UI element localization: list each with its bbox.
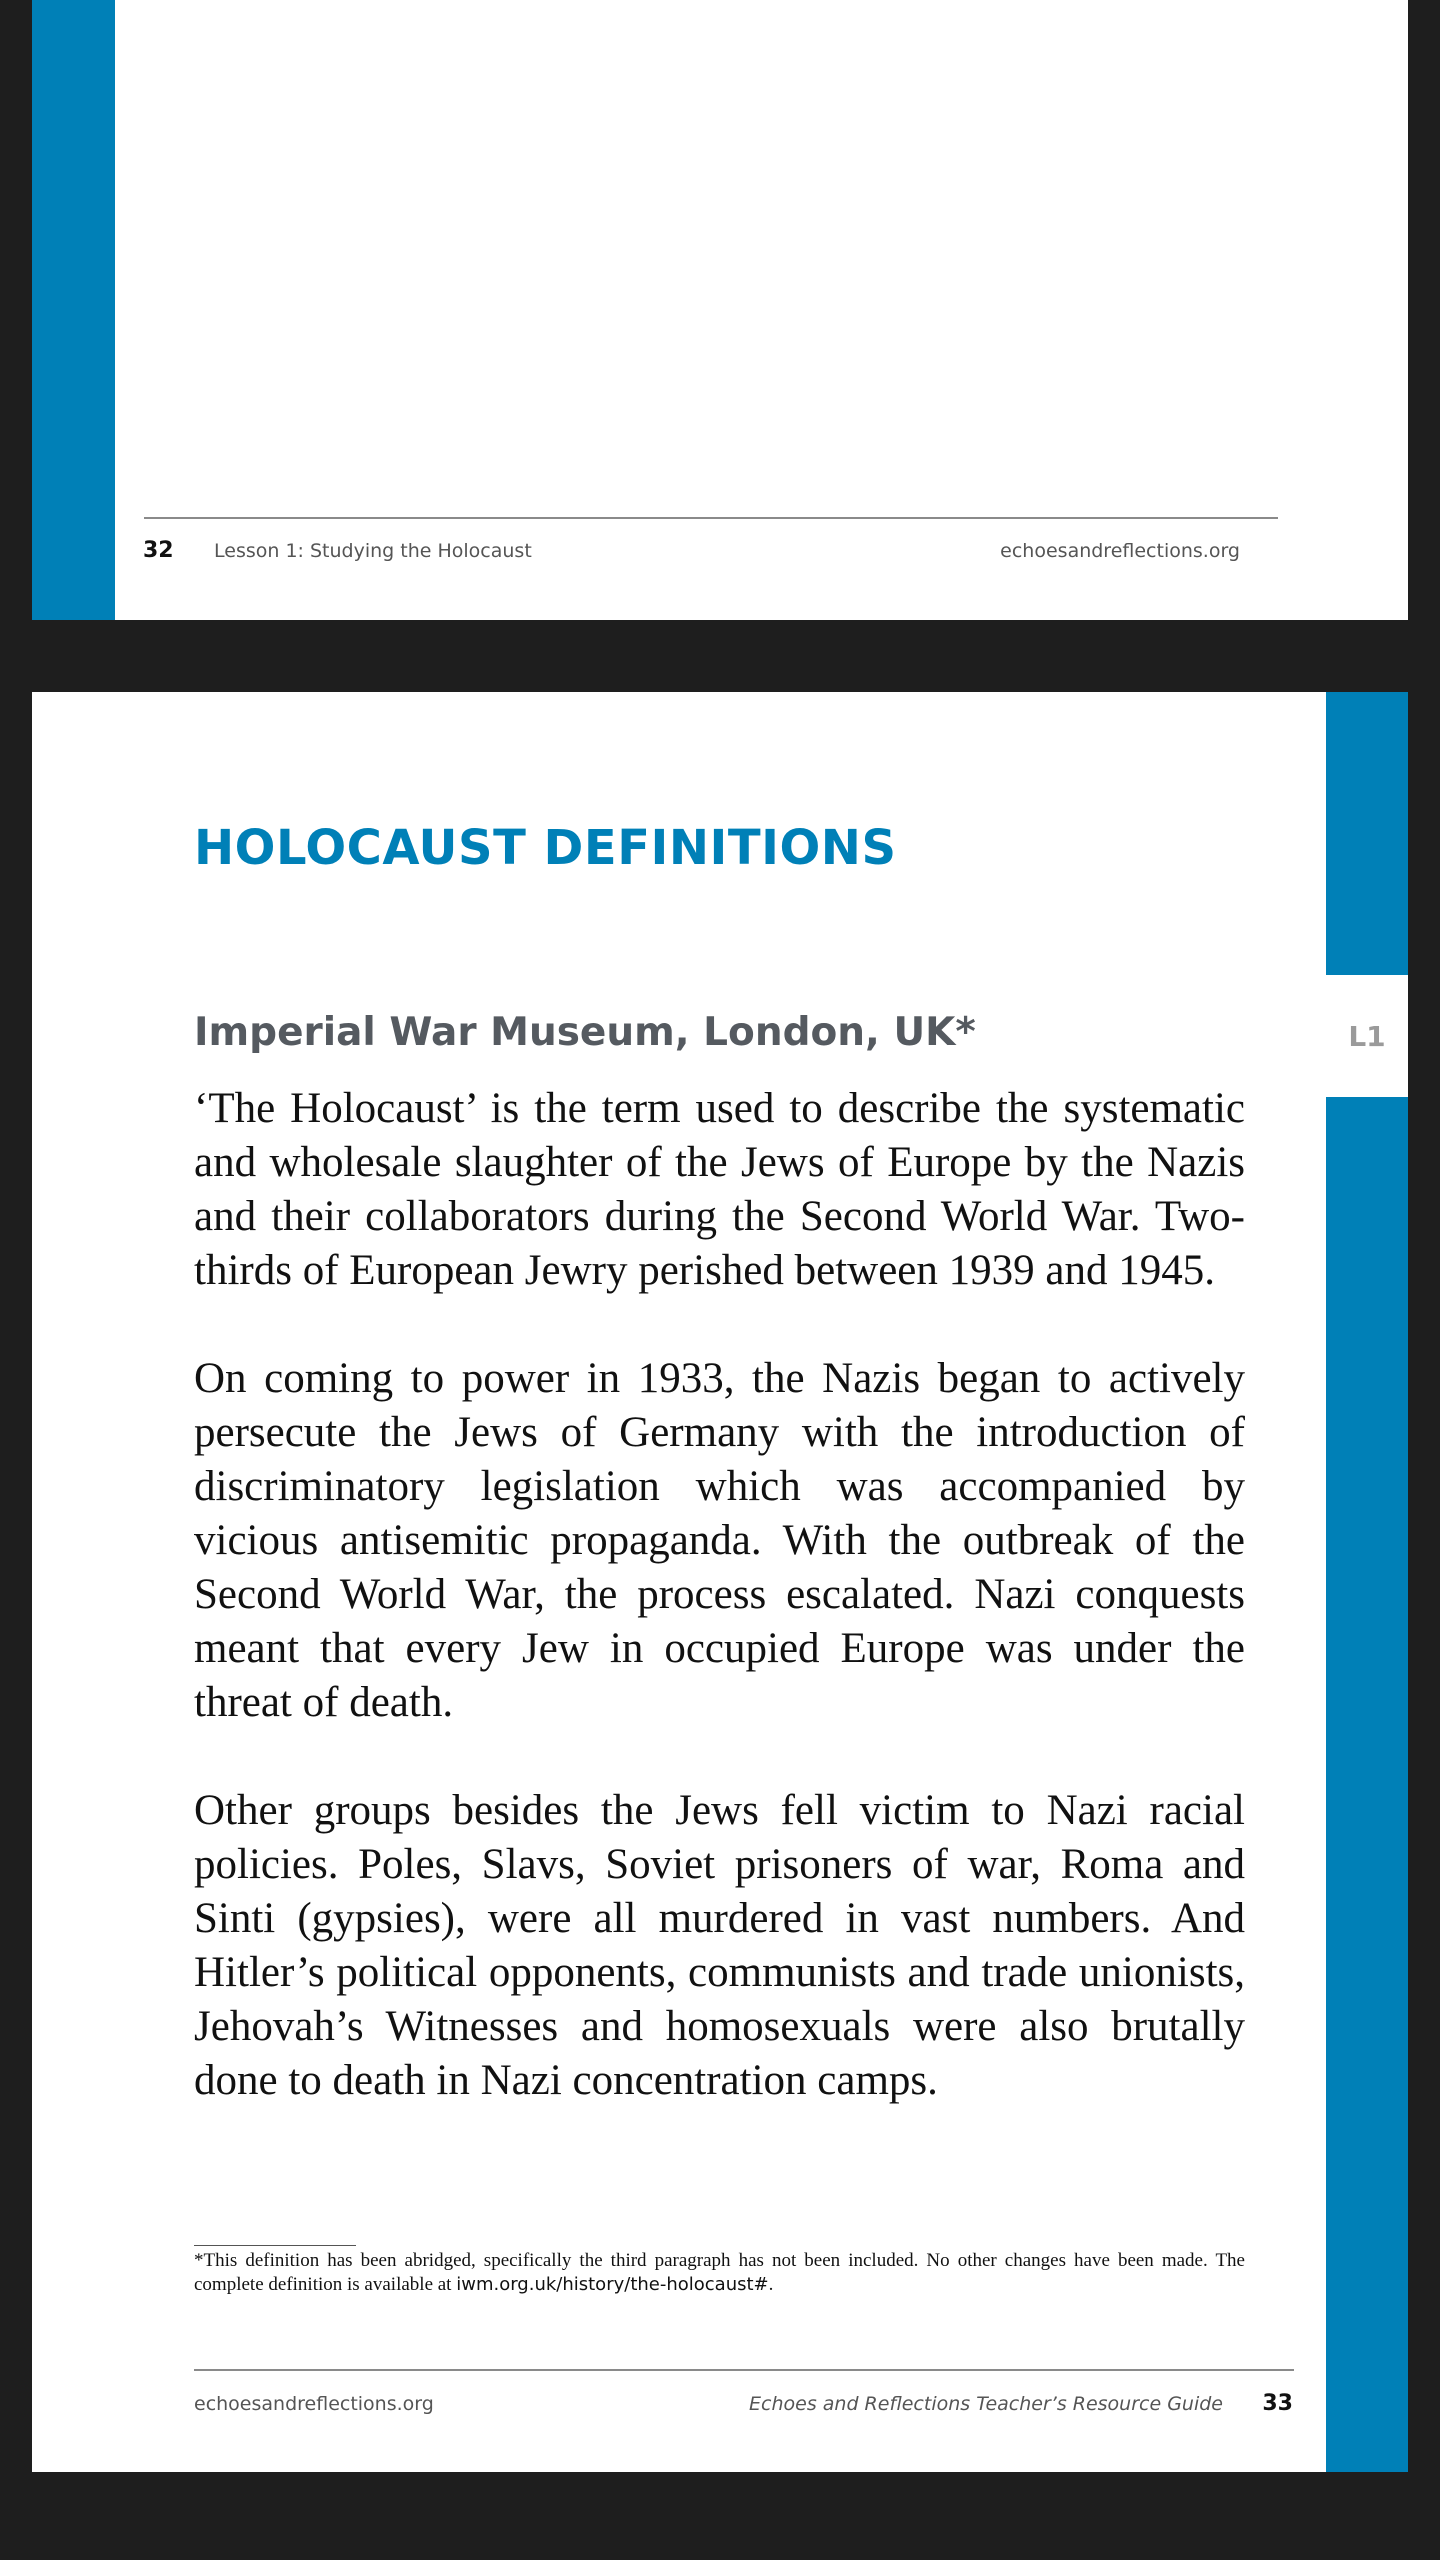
page-side-bar (32, 0, 115, 620)
definition-body (194, 1082, 1245, 2108)
lesson-tab: L1 (1326, 975, 1408, 1097)
source-heading: Imperial War Museum, London, UK* (194, 1010, 976, 1055)
footer-rule (144, 517, 1278, 519)
paragraph: On coming to power in 1933, the Nazis began to actively persecute the Jews of Germany with the introduction of discriminatory legislation which was accompanied by vicious antisemitic propaganda. With the outbreak of the Second World War, the process escalated. Nazi conquests meant that every Jew in occupied Europe was under the threat of death. (194, 1355, 1245, 1726)
previous-page (32, 0, 1408, 620)
footer-website: echoesandreflections.org (194, 2393, 434, 2415)
lesson-label: Lesson 1: Studying the Holocaust (214, 540, 532, 562)
page-number: 32 (143, 538, 174, 563)
footnote-rule (194, 2245, 356, 2246)
current-page (32, 692, 1408, 2472)
paragraph: Other groups besides the Jews fell victim to Nazi racial policies. Poles, Slavs, Soviet prisoners of war, Roma and Sinti (gypsies), were all murdered in vast numbers. And Hitler’s political opponents, communists and trade unionists, Jehovah’s Witnesses and homosexuals were also brutally done to death in Nazi concentration camps. (194, 1787, 1245, 2104)
footer-rule (194, 2369, 1294, 2371)
footer-website: echoesandreflections.org (1000, 540, 1240, 562)
paragraph: ‘The Holocaust’ is the term used to describe the systematic and wholesale slaughter of the Jews of Europe by the Nazis and their collaborators during the Second World War. Two-thirds of European Jewry perished between 1939 and 1945. (194, 1085, 1245, 1294)
page-side-bar (1326, 692, 1408, 2472)
page-number: 33 (1262, 2391, 1293, 2416)
footnote (194, 2249, 1245, 2297)
footnote-end: . (768, 2274, 774, 2295)
footnote-link[interactable]: iwm.org.uk/history/the-holocaust# (456, 2274, 769, 2295)
guide-title: Echoes and Reflections Teacher’s Resource Guide (749, 2393, 1223, 2415)
footnote-text: *This definition has been abridged, specifically the third paragraph has not been included. No other changes have been made. The complete definition is available at (194, 2250, 1245, 2295)
page-title: HOLOCAUST DEFINITIONS (194, 820, 897, 876)
